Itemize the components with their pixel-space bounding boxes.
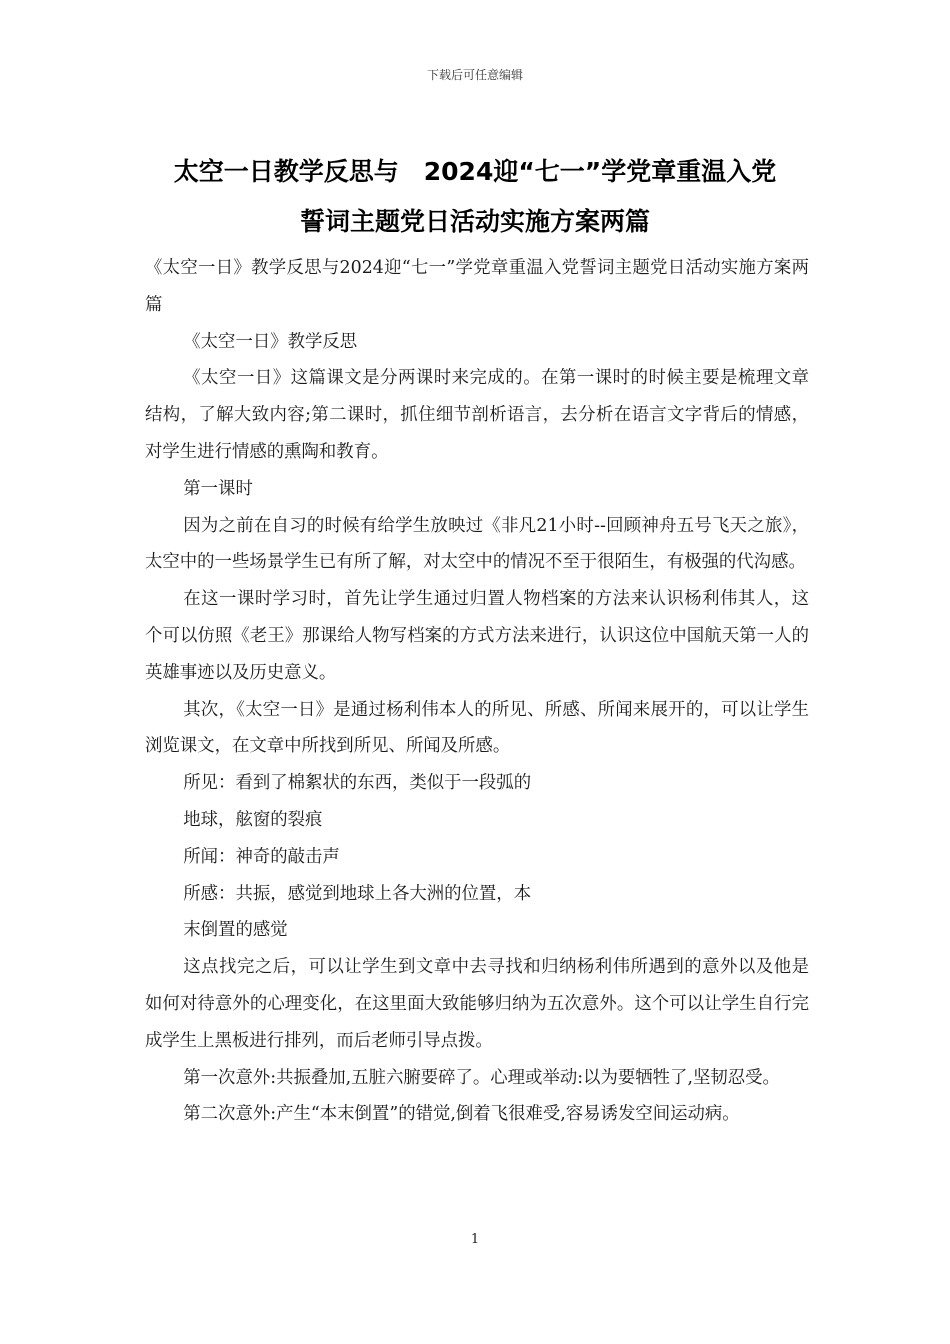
- paragraph: 第二次意外:产生“本末倒置”的错觉,倒着飞很难受,容易诱发空间运动病。: [183, 1104, 740, 1125]
- document-title-line-1: 太空一日教学反思与 2024迎“七一”学党章重温入党: [173, 157, 777, 186]
- paragraph: 这点找完之后，可以让学生到文章中去寻找和归纳杨利伟所遇到的意外以及他是如何对待意外的心理变化，在这里面大致能够归纳为五次意外。这个可以让学生自行完成学生上黑板进行排列，而后老师引导点拨。: [145, 957, 809, 1051]
- section-heading: 《太空一日》教学反思: [183, 331, 358, 352]
- document-body: [145, 250, 809, 1133]
- list-line: 地球，舷窗的裂痕: [183, 809, 323, 830]
- list-line: 所感：共振，感觉到地球上各大洲的位置，本: [183, 883, 532, 904]
- paragraph: 其次，《太空一日》是通过杨利伟本人的所见、所感、所闻来展开的，可以让学生浏览课文，在文章中所找到所见、所闻及所感。: [145, 699, 809, 757]
- paragraph: 在这一课时学习时，首先让学生通过归置人物档案的方法来认识杨利伟其人，这个可以仿照《老王》那课给人物写档案的方式方法来进行，认识这位中国航天第一人的英雄事迹以及历史意义。: [145, 589, 809, 683]
- subsection-heading: 第一课时: [183, 478, 253, 499]
- list-line: 末倒置的感觉: [183, 920, 288, 941]
- paragraph: 因为之前在自习的时候有给学生放映过《非凡21小时--回顾神舟五号飞天之旅》，太空中的一些场景学生已有所了解，对太空中的情况不至于很陌生，有极强的代沟感。: [145, 515, 809, 573]
- document-title-line-2: 誓词主题党日活动实施方案两篇: [299, 207, 650, 236]
- paragraph: 《太空一日》这篇课文是分两课时来完成的。在第一课时的时候主要是梳理文章结构，了解大致内容;第二课时，抓住细节剖析语言，去分析在语言文字背后的情感，对学生进行情感的熏陶和教育。: [145, 368, 809, 462]
- page-number: 1: [470, 1232, 480, 1247]
- paragraph-intro: 《太空一日》教学反思与2024迎“七一”学党章重温入党誓词主题党日活动实施方案两篇: [145, 258, 809, 315]
- header-note: 下载后可任意编辑: [426, 68, 523, 82]
- list-line: 所见：看到了棉絮状的东西，类似于一段弧的: [183, 773, 532, 794]
- paragraph: 第一次意外:共振叠加,五脏六腑要碎了。心理或举动:以为要牺牲了,坚韧忍受。: [183, 1067, 780, 1088]
- list-line: 所闻：神奇的敲击声: [183, 846, 340, 867]
